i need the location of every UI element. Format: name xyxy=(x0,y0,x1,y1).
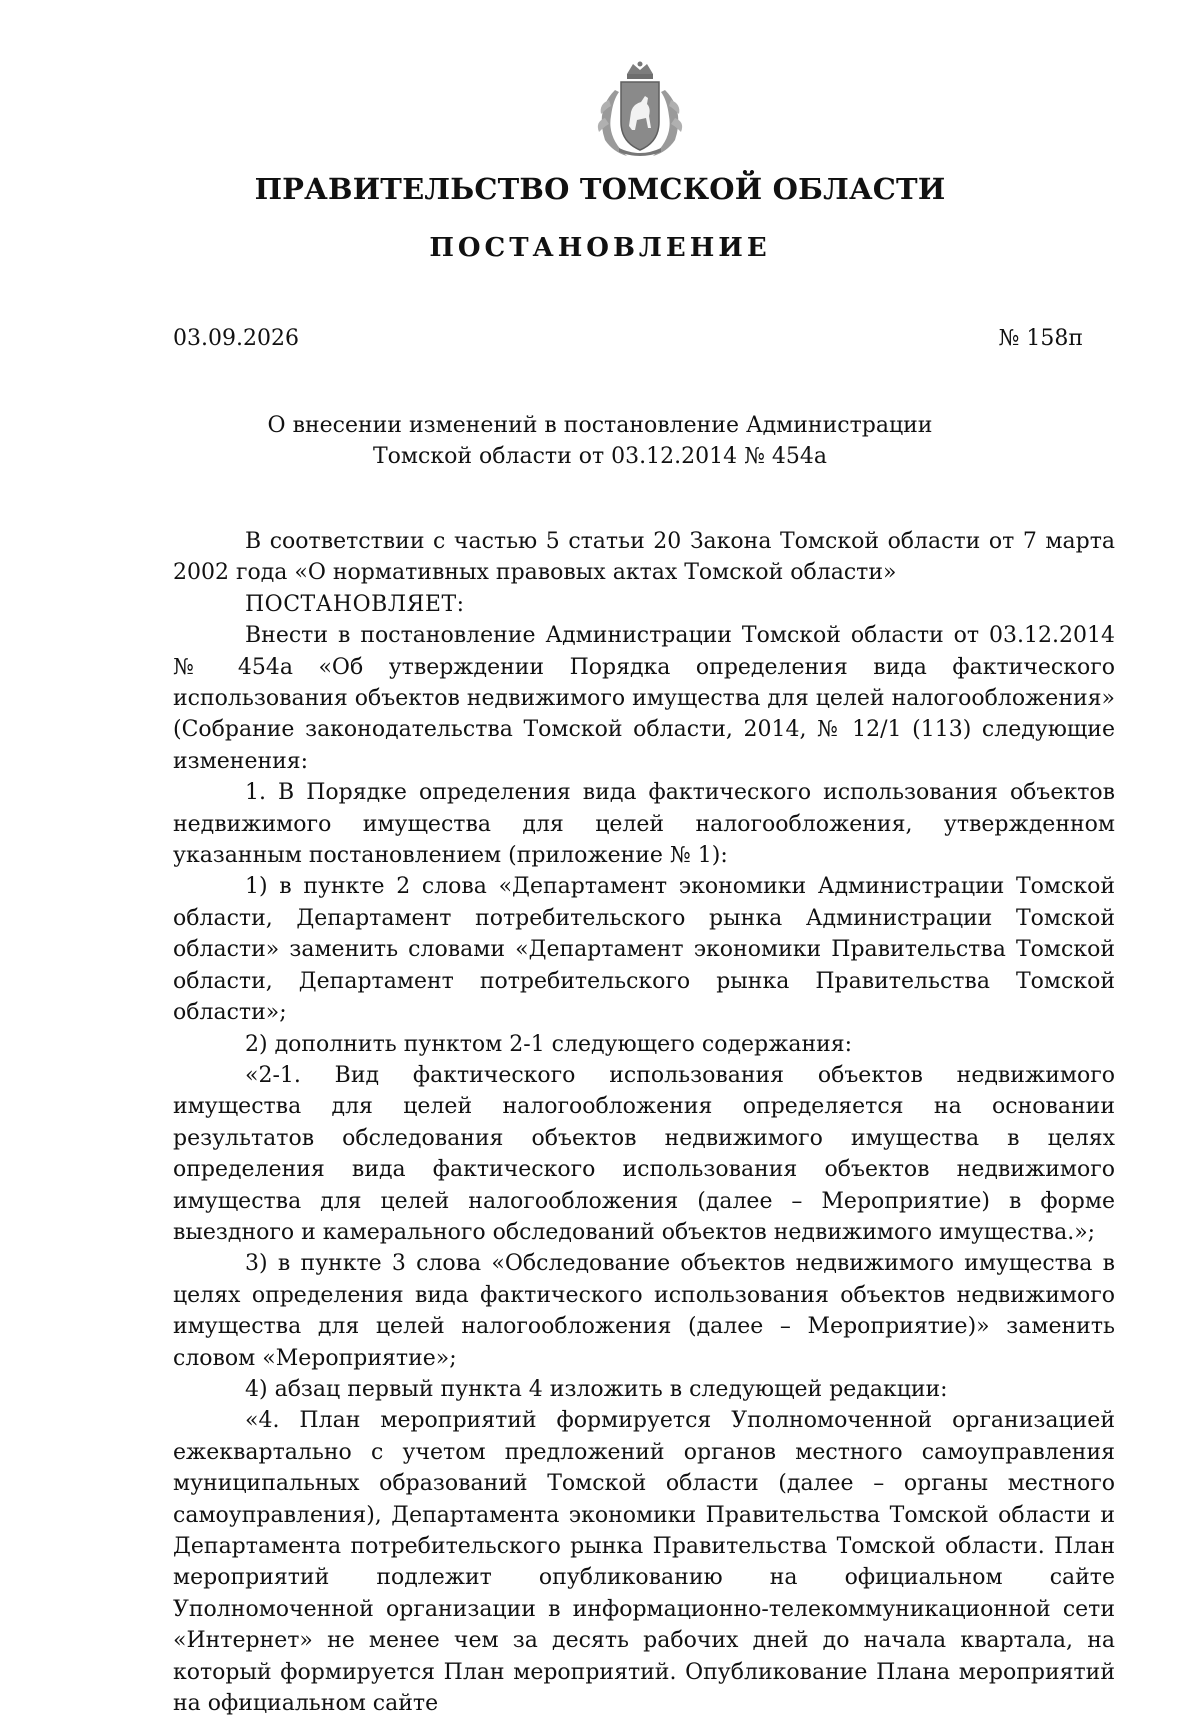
document-date: 03.09.2026 xyxy=(173,326,299,351)
organization-title: ПРАВИТЕЛЬСТВО ТОМСКОЙ ОБЛАСТИ xyxy=(254,172,946,206)
document-body xyxy=(173,526,1115,1719)
document-type: ПОСТАНОВЛЕНИЕ xyxy=(429,233,771,263)
document-title xyxy=(200,410,1000,472)
document-title-line: О внесении изменений в постановление Администрации xyxy=(267,413,933,438)
body-paragraph: 2) дополнить пунктом 2-1 следующего содержания: xyxy=(245,1031,853,1057)
body-paragraph: «4. План мероприятий формируется Уполномоченной организацией ежеквартально с учетом предложений органов местного самоуправления муниципальных образований Томской области (далее – органы местного самоуправления), Департамента экономики Правительства Томской области и Департамента потребительского рынка Правительства Томской области. План мероприятий подлежит опубликованию на официальном сайте Уполномоченной организации в информационно-телекоммуникационной сети «Интернет» не менее чем за десять рабочих дней до начала квартала, на который формируется План мероприятий. Опубликование Плана мероприятий на официальном сайте xyxy=(173,1408,1115,1717)
resolution-keyword: ПОСТАНОВЛЯЕТ: xyxy=(245,591,465,617)
body-paragraph: 3) в пункте 3 слова «Обследование объектов недвижимого имущества в целях определения вида фактического использования объектов недвижимого имущества для целей налогообложения (далее – Мероприятие)» заменить словом «Мероприятие»; xyxy=(173,1251,1115,1371)
body-paragraph: 4) абзац первый пункта 4 изложить в следующей редакции: xyxy=(245,1376,948,1402)
body-paragraph: Внести в постановление Администрации Томской области от 03.12.2014 № 454а «Об утверждении Порядка определения вида фактического использования объектов недвижимого имущества для целей налогообложения» (Собрание законодательства Томской области, 2014, № 12/1 (113) следующие изменения: xyxy=(173,623,1115,774)
body-paragraph: «2-1. Вид фактического использования объектов недвижимого имущества для целей налогообложения определяется на основании результатов обследования объектов недвижимого имущества в целях определения вида фактического использования объектов недвижимого имущества для целей налогообложения (далее – Мероприятие) в форме выездного и камерального обследований объектов недвижимого имущества.»; xyxy=(173,1062,1115,1245)
document-title-line: Томской области от 03.12.2014 № 454а xyxy=(372,444,828,469)
body-paragraph: В соответствии с частью 5 статьи 20 Закона Томской области от 7 марта 2002 года «О нормативных правовых актах Томской области» xyxy=(173,529,1115,586)
document-number: № 158п xyxy=(998,326,1083,351)
body-paragraph: 1) в пункте 2 слова «Департамент экономики Администрации Томской области, Департамент потребительского рынка Администрации Томской области» заменить словами «Департамент экономики Правительства Томской области, Департамент потребительского рынка Правительства Томской области»; xyxy=(173,874,1115,1026)
coat-of-arms-icon xyxy=(585,60,695,160)
body-paragraph: 1. В Порядке определения вида фактического использования объектов недвижимого имущества для целей налогообложения, утвержденном указанным постановлением (приложение № 1): xyxy=(173,780,1115,869)
